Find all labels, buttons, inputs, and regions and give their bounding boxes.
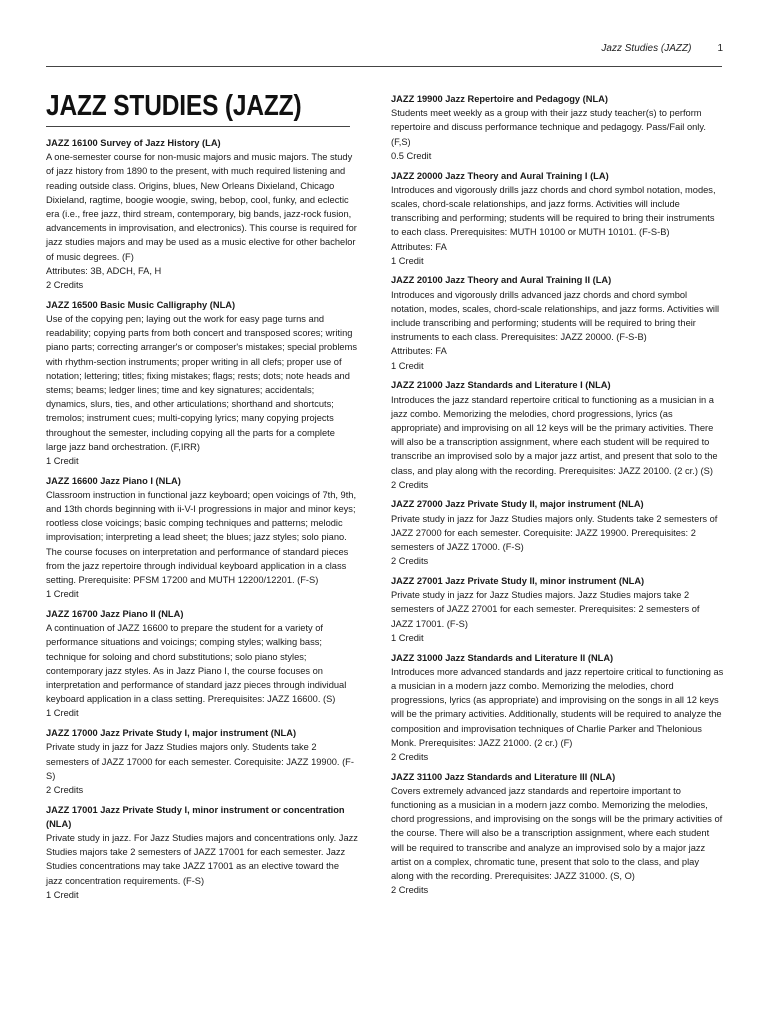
- course-title: JAZZ 20000 Jazz Theory and Aural Training I (LA): [391, 170, 609, 181]
- course-description: Private study in jazz. For Jazz Studies majors and concentrations only. Jazz Studies majors take 2 semesters of JAZZ 17001 for each semester. Jazz Studies concentrations may take JAZZ 17001 as an elective toward the jazz concentration requirements. (F-S): [46, 833, 358, 886]
- course-attributes: Attributes: 3B, ADCH, FA, H: [46, 265, 162, 276]
- course-description: Use of the copying pen; laying out the work for easy page turns and readability; copying parts from both concert and transposed scores; writing piano parts; correcting arranger's or composer's mistakes; special problems with rhythm-section instruments; proper writing in all clefs; proper use of notation; lettering; titles; fixing mistakes; flags; rests; dots; note heads and stems; beams; ledger lines; time and key signatures; accidentals; dynamics, slurs, ties, and other articulations; shorthand and shortcuts; tremolos; instrument cues; multi-copying lyrics; many copying projects throughout the semester, including copying all the parts for a complete large jazz band orchestration. (F,IRR): [46, 313, 357, 452]
- course-description: Introduces more advanced standards and jazz repertoire critical to functioning as a musician in a modern jazz combo. Memorizing the melodies, chord progressions, lyrics (as appropriate) and improvising on the songs in all 12 keys will be the primary activities. Additionally, students will be required to analyze the composition and improvisation techniques of Charlie Parker and Thelonious Monk. Prerequisites: JAZZ 21000. (2 cr.) (F): [391, 666, 724, 748]
- running-header: [601, 43, 723, 54]
- course-description: A continuation of JAZZ 16600 to prepare the student for a variety of performance situations and voicings; comping styles; walking bass; technique for soloing and chord substitutions; solo piano styles; contemporary jazz styles. As in Jazz Piano I, the course focuses on interpretation and performance of standard jazz pieces through individual keyboard application in a class setting. Prerequisites: JAZZ 16600. (S): [46, 623, 347, 705]
- course-attributes: Attributes: FA: [391, 346, 447, 357]
- course-entry: [46, 726, 358, 797]
- course-credits: 1 Credit: [46, 455, 79, 466]
- course-entry: [46, 474, 358, 602]
- course-title: JAZZ 27000 Jazz Private Study II, major instrument (NLA): [391, 499, 644, 510]
- header-rule: [46, 66, 722, 67]
- course-title: JAZZ 21000 Jazz Standards and Literature I (NLA): [391, 380, 611, 391]
- course-title: JAZZ 19900 Jazz Repertoire and Pedagogy (NLA): [391, 94, 608, 104]
- right-course-list: [391, 92, 724, 897]
- course-credits: 1 Credit: [391, 360, 424, 371]
- course-description: Private study in jazz for Jazz Studies majors only. Students take 2 semesters of JAZZ 27000 for each semester. Corequisite: JAZZ 19900. Prerequisites: 2 semesters of JAZZ 17000. (F-S): [391, 513, 718, 553]
- course-credits: 2 Credits: [391, 885, 429, 896]
- course-description: Private study in jazz for Jazz Studies majors. Jazz Studies majors take 2 semesters of JAZZ 27001 for each semester. Prerequisites: 2 semesters of JAZZ 17001. (F-S): [391, 590, 700, 629]
- course-entry: [391, 651, 724, 765]
- course-title: JAZZ 20100 Jazz Theory and Aural Training II (LA): [391, 275, 612, 286]
- course-entry: [391, 169, 724, 268]
- page-number: 1: [717, 43, 723, 54]
- course-description: Introduces and vigorously drills jazz chords and chord symbol notation, modes, scales, chord-scale relationships, and jazz forms. Activities will include transcribing and performing; students will be required to bring their instruments to each class. Prerequisites: MUTH 10100 or MUTH 10101. (F-S-B): [391, 184, 716, 238]
- course-credits: 1 Credit: [391, 255, 424, 266]
- course-entry: [391, 273, 724, 372]
- course-title: JAZZ 17001 Jazz Private Study I, minor instrument or concentration (NLA): [46, 804, 345, 829]
- course-title: JAZZ 16100 Survey of Jazz History (LA): [46, 138, 221, 148]
- course-credits: 2 Credits: [391, 556, 429, 567]
- course-title: JAZZ 31100 Jazz Standards and Literature III (NLA): [391, 771, 616, 782]
- course-entry: [391, 574, 724, 645]
- course-title: JAZZ 16600 Jazz Piano I (NLA): [46, 475, 181, 486]
- course-title: JAZZ 17000 Jazz Private Study I, major instrument (NLA): [46, 728, 297, 739]
- course-description: Private study in jazz for Jazz Studies majors only. Students take 2 semesters of JAZZ 17000 for each semester. Corequisite: JAZZ 19900. (F-S): [46, 742, 354, 781]
- course-credits: 0.5 Credit: [391, 150, 432, 161]
- course-attributes: Attributes: FA: [391, 241, 447, 252]
- right-column: [391, 92, 724, 903]
- course-credits: 2 Credits: [46, 784, 84, 795]
- course-credits: 1 Credit: [46, 708, 79, 719]
- course-credits: 1 Credit: [46, 589, 79, 600]
- course-credits: 2 Credits: [391, 751, 429, 762]
- running-title: Jazz Studies (JAZZ): [601, 43, 692, 54]
- course-entry: [46, 803, 358, 902]
- course-description: Introduces the jazz standard repertoire critical to functioning as a musician in a jazz combo. Memorizing the melodies, chord progressions, lyrics (as appropriate) and improvising on all 12 keys will be the primary activities. There will also be a transcription assignment, where each student will be required to transcribe an improvised solo by a major jazz artist, and present that solo to the class, and play along with the recording. Prerequisites: JAZZ 20100. (2 cr.) (S): [391, 394, 718, 476]
- course-title: JAZZ 16700 Jazz Piano II (NLA): [46, 609, 184, 619]
- course-description: Classroom instruction in functional jazz keyboard; open voicings of 7th, 9th, and 13th chords beginning with ii-V-I progressions in major and minor keys; rootless close voicings; basic comping techniques and patterns; melodic improvisation; interpreting a lead sheet; the blues; jazz styles; solo piano. The course focuses on interpretation and performance of standard pieces from the jazz repertoire through individual keyboard application in a class setting. Prerequisite: PFSM 17200 and MUTH 12200/12201. (F-S): [46, 489, 357, 586]
- course-description: Introduces and vigorously drills advanced jazz chords and chord symbol notation, modes, scales, chord-scale relationships, and jazz forms. Activities will include transcribing and performing; students will be required to bring their instruments to each class. Prerequisites: JAZZ 20000. (F-S-B): [391, 289, 720, 343]
- left-column: [46, 90, 358, 908]
- course-credits: 2 Credits: [391, 479, 429, 490]
- course-credits: 1 Credit: [391, 632, 424, 643]
- course-entry: [391, 92, 724, 163]
- course-credits: 2 Credits: [46, 280, 84, 291]
- course-description: A one-semester course for non-music majors and music majors. The study of jazz history from 1890 to the present, with much required listening and reading outside class. Origins, blues, New Orleans Dixieland, Chicago Dixieland, ragtime, boogie woogie, swing, bebop, cool, funky, and eclectic era (i.e., free jazz, third stream, contemporary, big bands, jazz-rock fusion, advancements in improvisation, and electronics). This course is required for jazz studies majors and may be used as a music elective for other bachelor of music degrees. (F): [46, 152, 357, 262]
- course-title: JAZZ 27001 Jazz Private Study II, minor instrument (NLA): [391, 576, 645, 586]
- left-course-list: [46, 136, 358, 902]
- course-entry: [46, 136, 358, 292]
- course-title: JAZZ 31000 Jazz Standards and Literature II (NLA): [391, 652, 614, 663]
- course-entry: [391, 770, 724, 898]
- course-title: JAZZ 16500 Basic Music Calligraphy (NLA): [46, 299, 236, 310]
- course-entry: [46, 607, 358, 721]
- course-description: Students meet weekly as a group with their jazz study teacher(s) to perform repertoire and discuss performance technique and pedagogy. Pass/Fail only. (F,S): [391, 108, 706, 147]
- title-rule: [46, 126, 350, 127]
- course-entry: [391, 378, 724, 492]
- course-credits: 1 Credit: [46, 889, 79, 900]
- course-entry: [46, 298, 358, 468]
- course-entry: [391, 497, 724, 568]
- course-description: Covers extremely advanced jazz standards and repertoire important to functioning as a musician in a modern jazz combo. Memorizing the melodies, chord progressions, and improvising on the songs will be the primary activities of the course. There will also be a transcription assignment, where each student will be required to transcribe and analyze an improvised solo by a major jazz artist on a complex, chromatic tune, present that solo to the class, and play along with the recording. Prerequisites: JAZZ 31000. (S, O): [391, 785, 723, 882]
- page-title: JAZZ STUDIES (JAZZ): [46, 90, 302, 122]
